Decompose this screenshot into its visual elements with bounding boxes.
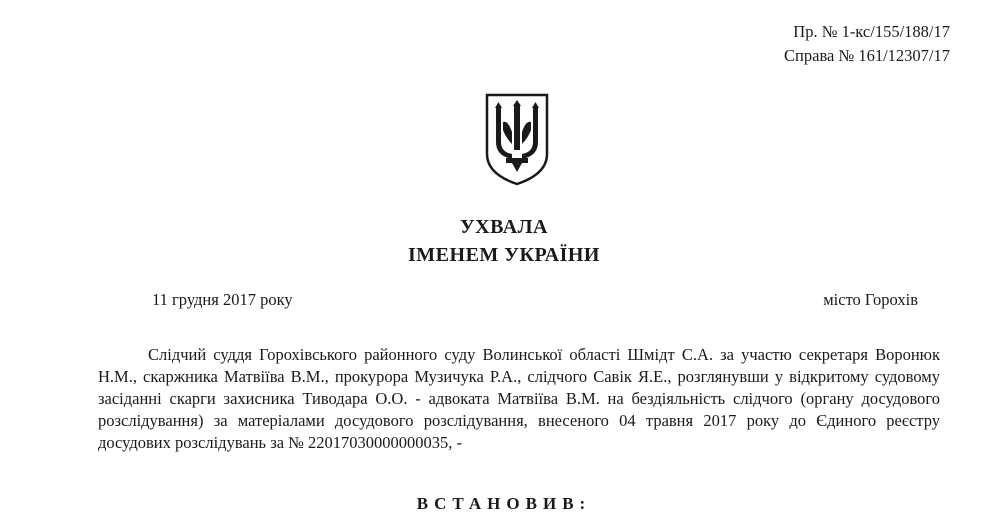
trident-coat-of-arms-icon <box>484 92 550 187</box>
document-date: 11 грудня 2017 року <box>152 290 293 309</box>
proceeding-number: Пр. № 1-кс/155/188/17 <box>793 22 950 41</box>
document-city: місто Горохів <box>823 290 918 309</box>
ruling-heading: ВСТАНОВИВ: <box>416 494 592 513</box>
body-paragraph: Слідчий суддя Горохівського районного суду Волинської області Шмідт С.А. за участю секретаря Воронюк Н.М., скаржника Матвіїва В.М., прокурора Музичука Р.А., слідчого Савік Я.Е., розглянувши у відкритому судовому засіданні скарги захисника Тиводара О.О. - адвоката Матвіїва В.М. на бездіяльність слідчого (органу досудового розслідування) за матеріалами досудового розслідування, внесеного 04 травня 2017 року до Єдиного реєстру досудових розслідувань за № 22017030000000035, - <box>98 345 940 452</box>
case-number: Справа № 161/12307/17 <box>784 46 950 65</box>
case-numbers <box>784 20 950 68</box>
document-title: УХВАЛА <box>460 216 548 238</box>
document-subtitle: ІМЕНЕМ УКРАЇНИ <box>408 244 600 266</box>
